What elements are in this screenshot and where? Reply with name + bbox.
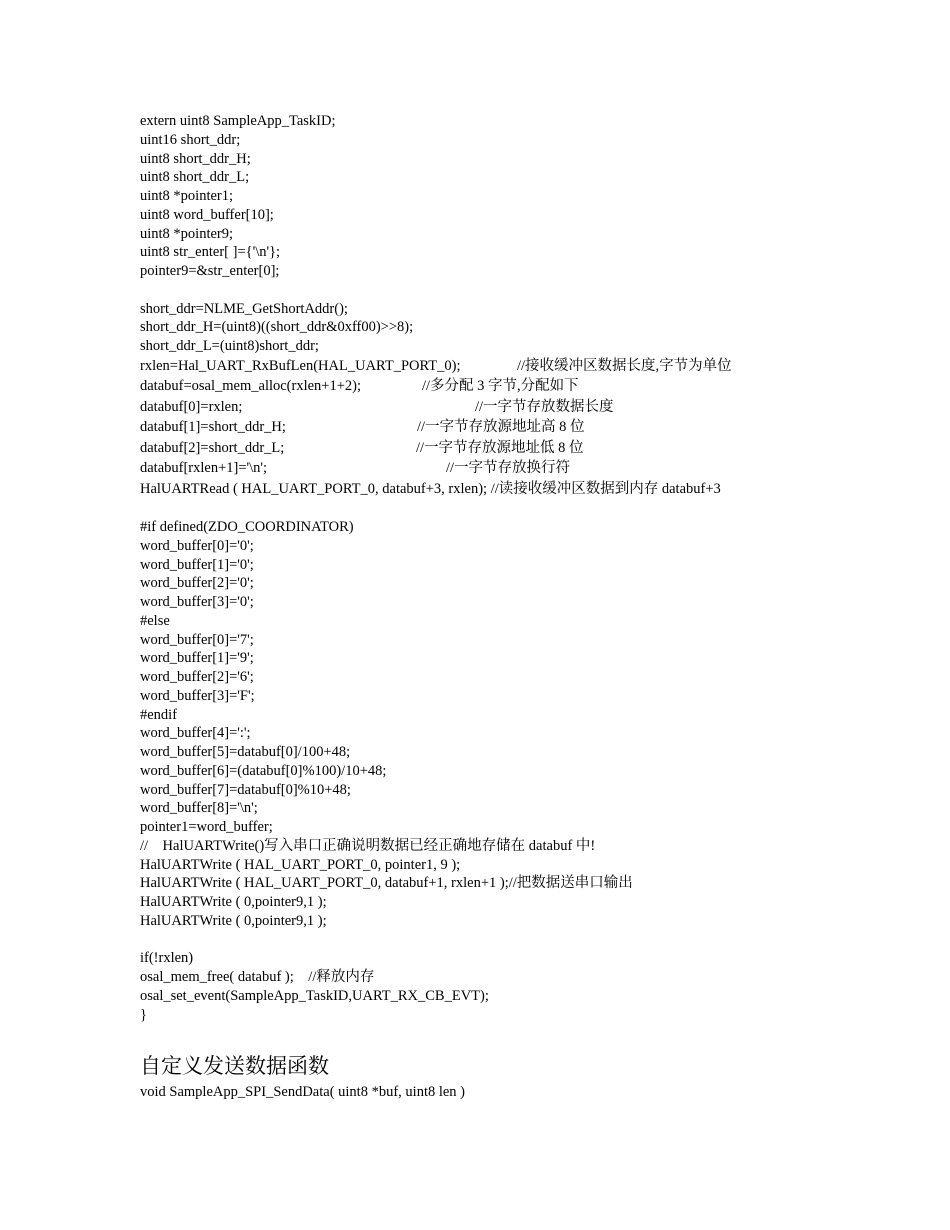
code-line: osal_set_event(SampleApp_TaskID,UART_RX_CB_EVT);: [140, 987, 489, 1004]
code-listing: [140, 112, 732, 1024]
code-line: word_buffer[3]='F';: [140, 687, 255, 704]
code-line: word_buffer[0]='0';: [140, 537, 254, 554]
code-line: pointer9=&str_enter[0];: [140, 263, 280, 279]
code-line: word_buffer[3]='0';: [140, 594, 254, 610]
commented-code-line: [140, 479, 732, 500]
commented-code-line: [140, 356, 732, 377]
code-text: rxlen=Hal_UART_RxBufLen(HAL_UART_PORT_0);: [140, 357, 461, 374]
code-line: HalUARTWrite ( HAL_UART_PORT_0, pointer1, 9 );: [140, 856, 461, 873]
code-line: word_buffer[5]=databuf[0]/100+48;: [140, 744, 351, 760]
code-line: #else: [140, 612, 170, 629]
code-line: #endif: [140, 706, 178, 723]
code-line: HalUARTWrite ( HAL_UART_PORT_0, databuf+1, rxlen+1 );//把数据送串口输出: [140, 875, 633, 892]
code-text: databuf[0]=rxlen;: [140, 398, 243, 415]
blank-line: [140, 499, 732, 518]
code-line: if(!rxlen): [140, 950, 194, 967]
blank-line: [140, 281, 732, 300]
code-line: pointer1=word_buffer;: [140, 819, 273, 835]
code-line: uint8 short_ddr_L;: [140, 169, 250, 186]
code-comment: //一字节存放换行符: [446, 460, 571, 477]
commented-code-line: [140, 376, 732, 397]
code-text: databuf[rxlen+1]='\n';: [140, 460, 268, 477]
code-line: short_ddr=NLME_GetShortAddr();: [140, 300, 348, 317]
commented-code-line: [140, 458, 732, 479]
commented-code-line: [140, 438, 732, 459]
code-text: databuf[2]=short_ddr_L;: [140, 439, 285, 456]
code-line: word_buffer[2]='0';: [140, 575, 254, 592]
code-line: word_buffer[8]='\n';: [140, 800, 258, 817]
code-line: short_ddr_H=(uint8)((short_ddr&0xff00)>>8);: [140, 319, 414, 336]
code-comment: //多分配 3 字节,分配如下: [422, 378, 579, 395]
code-line: #if defined(ZDO_COORDINATOR): [140, 519, 354, 535]
code-line: word_buffer[6]=(databuf[0]%100)/10+48;: [140, 762, 387, 779]
code-line: uint16 short_ddr;: [140, 131, 241, 148]
code-line: uint8 *pointer9;: [140, 225, 234, 242]
code-line: HalUARTWrite ( 0,pointer9,1 );: [140, 894, 327, 910]
commented-code-line: [140, 417, 732, 438]
code-line: word_buffer[2]='6';: [140, 669, 254, 685]
code-text: databuf[1]=short_ddr_H;: [140, 419, 286, 436]
code-line: uint8 short_ddr_H;: [140, 150, 251, 167]
commented-code-line: [140, 397, 732, 418]
function-signature: void SampleApp_SPI_SendData( uint8 *buf, uint8 len ): [140, 1084, 466, 1100]
code-line: word_buffer[1]='9';: [140, 650, 254, 667]
code-line: uint8 word_buffer[10];: [140, 206, 274, 223]
code-line: uint8 *pointer1;: [140, 188, 234, 204]
blank-line: [140, 931, 732, 950]
code-line: uint8 str_enter[ ]={'\n'};: [140, 244, 281, 261]
code-comment: //接收缓冲区数据长度,字节为单位: [517, 357, 732, 374]
code-line: osal_mem_free( databuf ); //释放内存: [140, 969, 375, 985]
code-comment: //读接收缓冲区数据到内存 databuf+3: [490, 480, 721, 497]
code-line: }: [140, 1006, 147, 1023]
code-line: word_buffer[7]=databuf[0]%10+48;: [140, 781, 351, 798]
code-line: word_buffer[0]='7';: [140, 631, 254, 648]
code-line: word_buffer[4]=':';: [140, 725, 251, 742]
comment-line: // HalUARTWrite()写入串口正确说明数据已经正确地存储在 databuf 中!: [140, 837, 596, 854]
code-text: HalUARTRead ( HAL_UART_PORT_0, databuf+3, rxlen);: [140, 480, 488, 497]
code-comment: //一字节存放源地址高 8 位: [417, 419, 585, 436]
code-line: HalUARTWrite ( 0,pointer9,1 );: [140, 912, 327, 929]
section-heading: 自定义发送数据函数: [140, 1054, 329, 1078]
code-line: extern uint8 SampleApp_TaskID;: [140, 113, 336, 129]
code-comment: //一字节存放源地址低 8 位: [416, 439, 584, 456]
code-text: databuf=osal_mem_alloc(rxlen+1+2);: [140, 378, 362, 395]
code-comment: //一字节存放数据长度: [475, 398, 614, 415]
code-line: short_ddr_L=(uint8)short_ddr;: [140, 338, 319, 354]
code-line: word_buffer[1]='0';: [140, 556, 254, 573]
